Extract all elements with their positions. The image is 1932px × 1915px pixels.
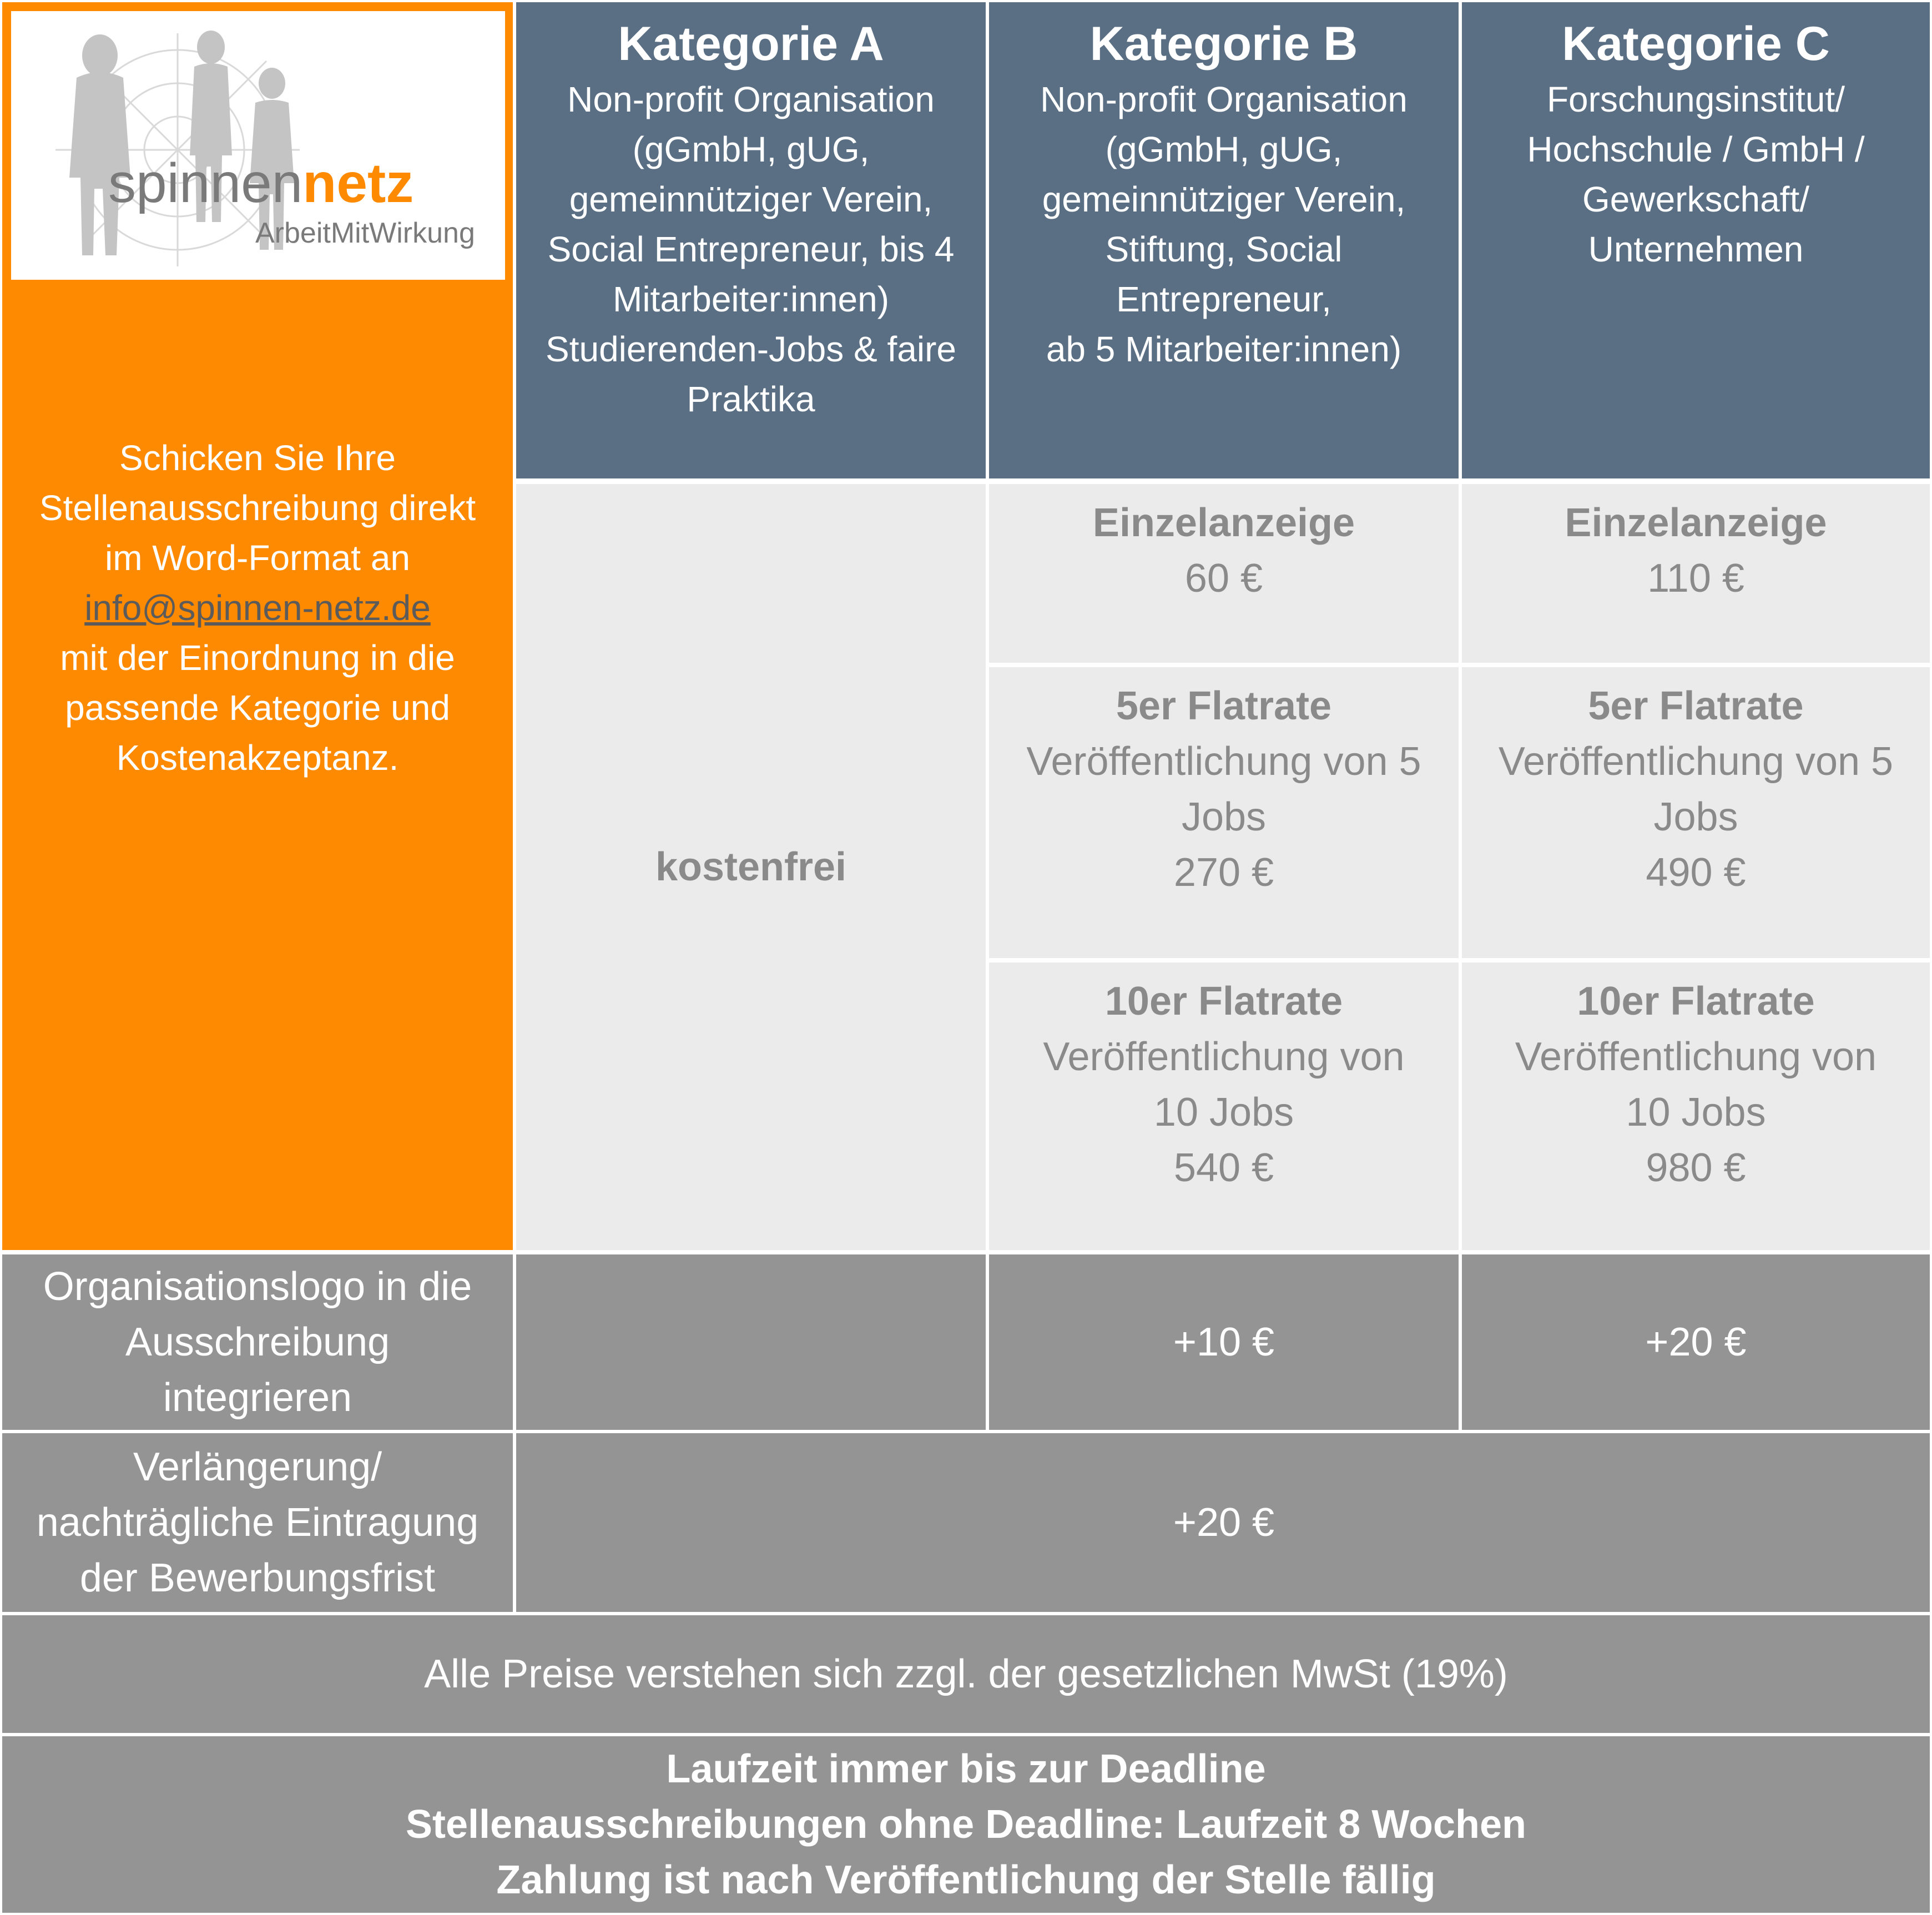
email-link[interactable]: info@spinnen-netz.de — [84, 588, 431, 628]
addon-logo-category-c — [1462, 1254, 1930, 1430]
category-b-single-price: 60 € — [1184, 556, 1263, 601]
addon-logo-label-2: Ausschreibung — [125, 1320, 390, 1364]
category-b-flat5-desc-2: Jobs — [1181, 795, 1267, 839]
instruction-text — [2, 433, 513, 822]
category-b-flat5-desc-1: Veröffentlichung von 5 — [1026, 739, 1421, 784]
category-a-desc-4: Social Entrepreneur, bis 4 — [547, 229, 955, 269]
category-b-desc-2: (gGmbH, gUG, — [1105, 129, 1343, 169]
category-c-flat10-desc-2: 10 Jobs — [1626, 1090, 1766, 1135]
category-a-desc-3: gemeinnütziger Verein, — [569, 179, 933, 219]
category-a-price: kostenfrei — [655, 845, 847, 889]
category-b-desc-6: ab 5 Mitarbeiter:innen) — [1046, 329, 1402, 369]
category-b-flat5 — [989, 667, 1459, 958]
category-c-title: Kategorie C — [1562, 17, 1830, 70]
category-a-title: Kategorie A — [618, 17, 884, 70]
category-b-flat10-desc-1: Veröffentlichung von — [1043, 1035, 1405, 1079]
category-b-desc-4: Stiftung, Social — [1105, 229, 1343, 269]
category-a-desc-5: Mitarbeiter:innen) — [613, 279, 889, 319]
category-b-single-title: Einzelanzeige — [1092, 501, 1355, 545]
addon-extension-price-cell — [516, 1433, 1930, 1612]
addon-logo-label-3: integrieren — [163, 1375, 352, 1420]
category-c-single-price: 110 € — [1647, 556, 1744, 601]
instruction-line-6: Kostenakzeptanz. — [116, 738, 399, 778]
category-c-flat5-desc-2: Jobs — [1653, 795, 1738, 839]
category-c-flat5 — [1462, 667, 1930, 958]
instruction-line-5: passende Kategorie und — [65, 688, 450, 728]
logo-wordmark: spinnennetz — [108, 152, 414, 214]
logo — [11, 11, 505, 280]
instruction-line-1: Schicken Sie Ihre — [119, 438, 396, 478]
category-c-desc-3: Gewerkschaft/ — [1582, 179, 1810, 219]
category-b-flat10-desc-2: 10 Jobs — [1153, 1090, 1294, 1135]
category-a-desc-1: Non-profit Organisation — [567, 79, 935, 119]
category-b-flat5-title: 5er Flatrate — [1116, 684, 1332, 728]
category-c-flat5-desc-1: Veröffentlichung von 5 — [1498, 739, 1894, 784]
instruction-line-3: im Word-Format an — [104, 538, 411, 578]
terms-line-1: Laufzeit immer bis zur Deadline — [666, 1747, 1266, 1791]
instruction-line-2: Stellenausschreibung direkt — [39, 488, 476, 528]
addon-extension-label — [2, 1433, 513, 1612]
addon-extension-price: +20 € — [1173, 1500, 1275, 1545]
addon-logo-category-b — [989, 1254, 1459, 1430]
instruction-line-4: mit der Einordnung in die — [60, 638, 455, 678]
category-b-desc-5: Entrepreneur, — [1116, 279, 1331, 319]
category-c-header — [1462, 2, 1930, 478]
category-c-desc-1: Forschungsinstitut/ — [1546, 79, 1845, 119]
category-c-flat10-title: 10er Flatrate — [1577, 979, 1815, 1024]
category-b-flat10-title: 10er Flatrate — [1104, 979, 1343, 1024]
category-b-flat5-price: 270 € — [1173, 850, 1274, 895]
addon-logo-label — [2, 1254, 513, 1430]
terms-row — [2, 1736, 1930, 1913]
category-a-price-cell — [516, 484, 986, 1250]
category-c-flat10-desc-1: Veröffentlichung von — [1515, 1035, 1877, 1079]
vat-note-row — [2, 1615, 1930, 1733]
category-c-flat5-title: 5er Flatrate — [1588, 684, 1804, 728]
category-a-desc-7: Praktika — [687, 379, 815, 419]
category-c-single — [1462, 484, 1930, 663]
category-a-desc-2: (gGmbH, gUG, — [632, 129, 870, 169]
addon-logo-category-a — [516, 1254, 986, 1430]
terms-line-2: Stellenausschreibungen ohne Deadline: Laufzeit 8 Wochen — [405, 1802, 1527, 1847]
addon-logo-price-b: +10 € — [1173, 1320, 1275, 1364]
category-c-flat10-price: 980 € — [1646, 1146, 1746, 1190]
addon-extension-label-3: der Bewerbungsfrist — [79, 1556, 436, 1600]
addon-logo-label-1: Organisationslogo in die — [43, 1264, 472, 1309]
category-c-flat5-price: 490 € — [1646, 850, 1746, 895]
addon-logo-price-c: +20 € — [1645, 1320, 1747, 1364]
category-c-single-title: Einzelanzeige — [1565, 501, 1827, 545]
addon-extension-label-2: nachträgliche Eintragung — [36, 1500, 479, 1545]
category-b-flat10 — [989, 962, 1459, 1250]
category-c-desc-2: Hochschule / GmbH / — [1527, 129, 1865, 169]
category-b-desc-3: gemeinnütziger Verein, — [1042, 179, 1406, 219]
addon-extension-label-1: Verlängerung/ — [133, 1445, 382, 1489]
category-b-header — [989, 2, 1459, 478]
vat-note: Alle Preise verstehen sich zzgl. der gesetzlichen MwSt (19%) — [424, 1652, 1508, 1696]
category-c-flat10 — [1462, 962, 1930, 1250]
logo-tagline: ArbeitMitWirkung — [255, 217, 475, 249]
category-a-desc-6: Studierenden-Jobs & faire — [546, 329, 956, 369]
category-b-title: Kategorie B — [1089, 17, 1358, 70]
category-b-flat10-price: 540 € — [1173, 1146, 1274, 1190]
category-b-desc-1: Non-profit Organisation — [1040, 79, 1408, 119]
category-c-desc-4: Unternehmen — [1588, 229, 1804, 269]
category-b-single — [989, 484, 1459, 663]
terms-line-3: Zahlung ist nach Veröffentlichung der Stelle fällig — [496, 1858, 1436, 1902]
category-a-header — [516, 2, 986, 478]
